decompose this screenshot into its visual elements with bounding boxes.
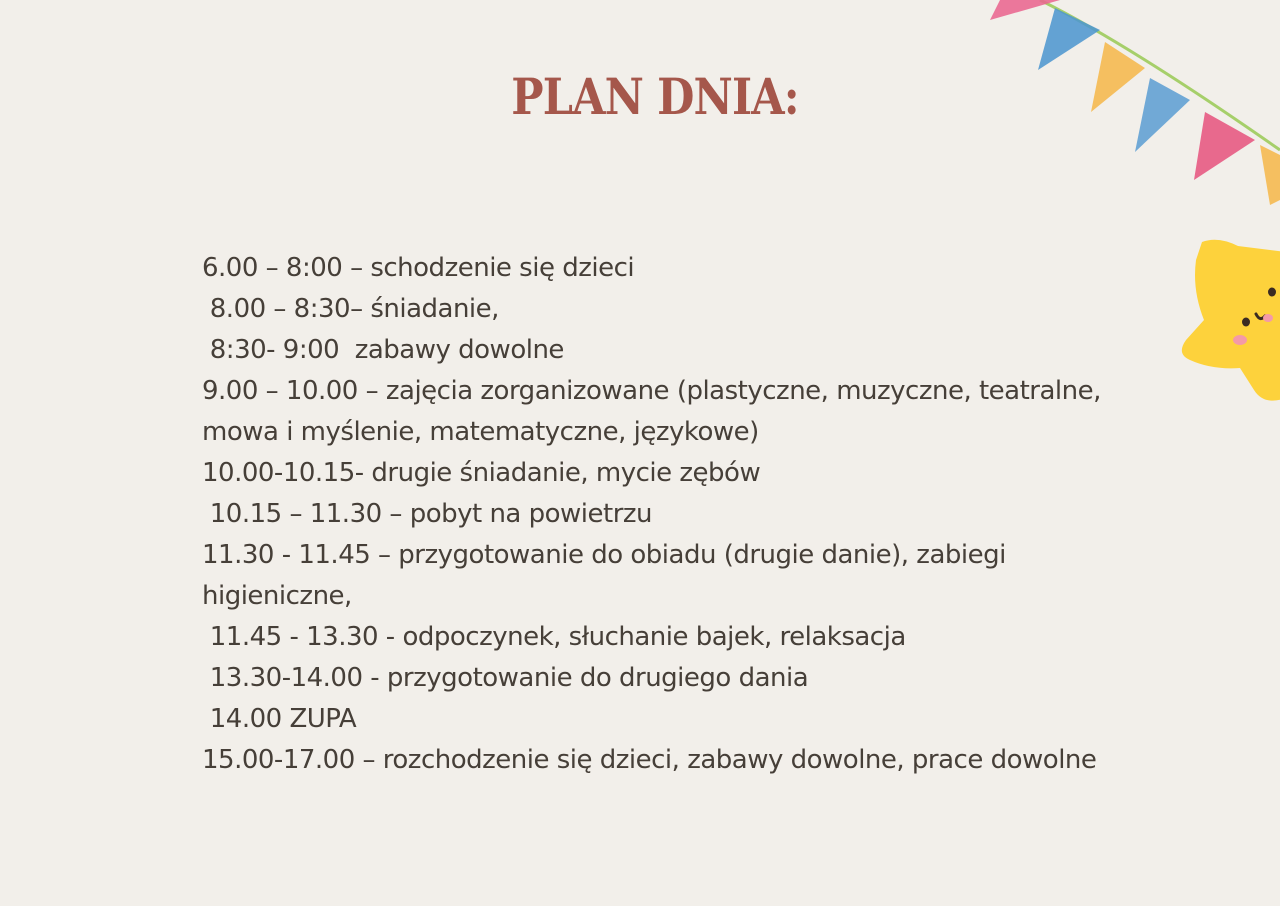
schedule-item: 15.00-17.00 – rozchodzenie się dzieci, zabawy dowolne, prace dowolne <box>202 745 1097 775</box>
schedule-item: 11.30 - 11.45 – przygotowanie do obiadu (drugie danie), zabiegi higieniczne, <box>202 540 1014 611</box>
bunting-flag <box>990 0 1060 20</box>
schedule-item: 11.45 - 13.30 - odpoczynek, słuchanie bajek, relaksacja <box>202 622 906 652</box>
schedule-item: 8:30- 9:00 zabawy dowolne <box>202 335 564 365</box>
schedule-item: 10.15 – 11.30 – pobyt na powietrzu <box>202 499 653 529</box>
bunting-flag <box>1038 8 1100 70</box>
bunting-flag <box>1091 42 1145 112</box>
schedule-item: 10.00-10.15- drugie śniadanie, mycie zębów <box>202 458 761 488</box>
star-cheek <box>1263 314 1273 322</box>
bunting-flag <box>1260 145 1280 205</box>
schedule-item: 13.30-14.00 - przygotowanie do drugiego dania <box>202 663 809 693</box>
star-eye <box>1242 318 1250 327</box>
bunting-garland-icon <box>960 0 1280 215</box>
schedule-item: 9.00 – 10.00 – zajęcia zorganizowane (plastyczne, muzyczne, teatralne, mowa i myślenie, matematyczne, językowe) <box>202 376 1109 447</box>
page-title: PLAN DNIA: <box>511 67 799 126</box>
star-cheek <box>1233 335 1247 345</box>
schedule-item: 14.00 ZUPA <box>202 704 357 734</box>
schedule-item: 8.00 – 8:30– śniadanie, <box>202 294 499 324</box>
smiling-star-icon <box>1168 230 1280 410</box>
bunting-flag <box>1194 112 1255 180</box>
star-eye <box>1268 288 1276 297</box>
bunting-flag <box>1135 78 1190 152</box>
schedule-item: 6.00 – 8:00 – schodzenie się dzieci <box>202 253 635 283</box>
schedule-list <box>202 248 1109 781</box>
